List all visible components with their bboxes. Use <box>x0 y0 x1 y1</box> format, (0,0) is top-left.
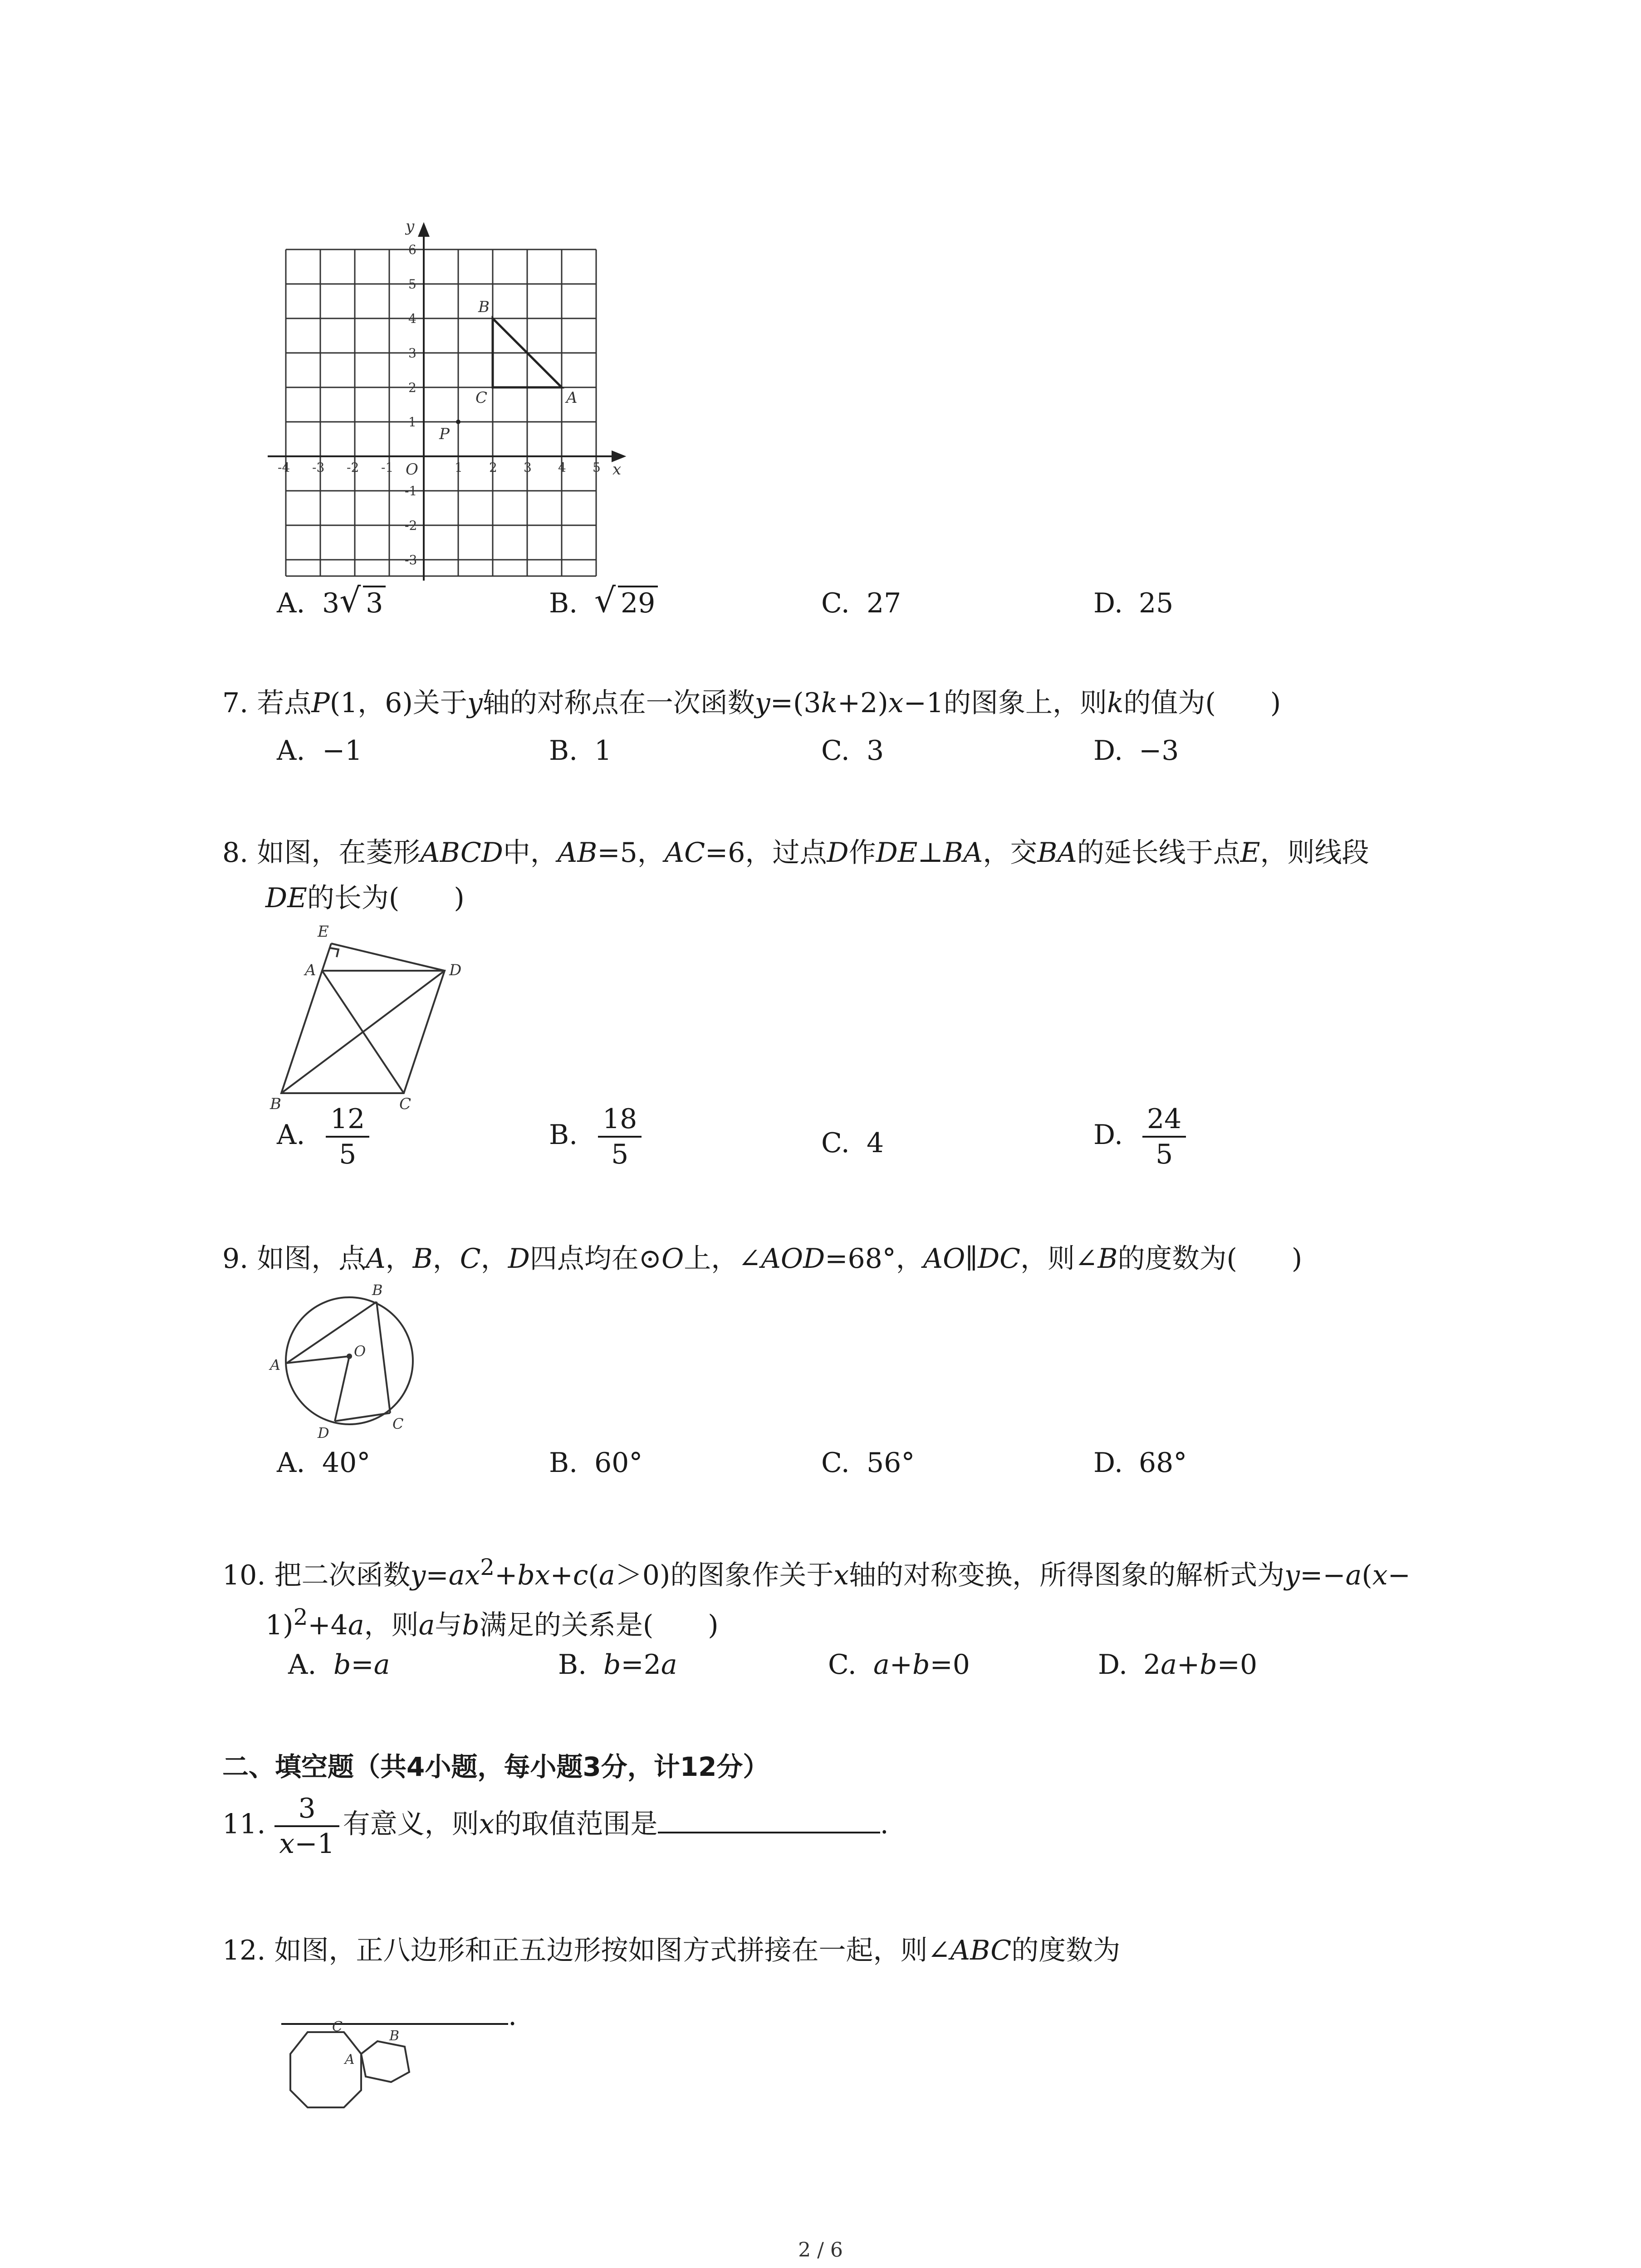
q6-option-d: D. 25 <box>1093 587 1174 619</box>
center-point <box>347 1354 352 1359</box>
q11-stem: 11. $\frac{3}{x-1}$ 有意义，则x的取值范围是 . <box>222 1793 889 1860</box>
point-p <box>456 420 460 424</box>
svg-text:4: 4 <box>558 460 566 475</box>
svg-text:A: A <box>345 2052 355 2068</box>
svg-text:B: B <box>478 298 490 316</box>
q7-option-b: B. 1 <box>549 735 612 767</box>
q8-stem-line1: 8. 如图，在菱形ABCD中，AB=5，AC=6，过点D作DE⊥BA，交BA的延长线于点E，则线段 <box>222 837 1369 869</box>
svg-text:-4: -4 <box>278 460 290 475</box>
svg-text:x: x <box>612 460 622 479</box>
svg-text:C: C <box>392 1415 404 1432</box>
svg-text:6: 6 <box>408 242 416 257</box>
svg-text:A: A <box>566 389 578 407</box>
q10-option-d: D. 2a+b=0 <box>1098 1649 1258 1681</box>
q12-octagon-pentagon-diagram <box>272 2019 426 2132</box>
q8-option-d: D. $\frac{24}{5}$ <box>1093 1102 1190 1171</box>
segment-de <box>331 943 445 971</box>
q11-answer-blank[interactable] <box>658 1804 880 1833</box>
q6-option-c: C. 27 <box>821 587 901 619</box>
svg-text:E: E <box>318 923 329 941</box>
q10-stem-line2: 1)$^2$+4a，则a与b满足的关系是( ) <box>265 1604 719 1641</box>
q6-option-b: B. √ 29 <box>549 585 658 621</box>
svg-text:2: 2 <box>408 380 416 395</box>
svg-text:-3: -3 <box>312 460 325 475</box>
svg-text:1: 1 <box>408 415 416 430</box>
y-tick-labels <box>405 242 417 567</box>
svg-text:3: 3 <box>524 460 532 475</box>
svg-text:C: C <box>332 2019 343 2035</box>
q9-option-a: A. 40° <box>277 1447 371 1479</box>
svg-text:3: 3 <box>408 346 416 361</box>
q12-stem: 12. 如图，正八边形和正五边形按如图方式拼接在一起，则∠ABC的度数为 <box>222 1935 1121 1966</box>
q9-stem: 9. 如图，点A，B，C，D四点均在⊙O上，∠AOD=68°，AO∥DC，则∠B的度数为( ) <box>222 1243 1303 1275</box>
svg-text:B: B <box>389 2028 400 2044</box>
svg-text:-3: -3 <box>405 552 417 567</box>
q8-option-b: B. $\frac{18}{5}$ <box>549 1102 645 1171</box>
svg-text:-1: -1 <box>405 484 417 499</box>
q7-option-a: A. −1 <box>277 735 362 767</box>
q10-option-b: B. b=2a <box>558 1649 677 1681</box>
q8-option-a: A. $\frac{12}{5}$ <box>277 1102 373 1171</box>
section-heading-fill-in: 二、填空题（共4小题，每小题3分，计12分） <box>222 1751 769 1782</box>
regular-octagon <box>290 2032 361 2107</box>
q9-option-d: D. 68° <box>1093 1447 1187 1479</box>
svg-text:A: A <box>305 961 316 979</box>
q7-stem: 7. 若点P(1，6)关于y轴的对称点在一次函数y=(3k+2)x−1的图象上，则k的值为( ) <box>222 687 1281 719</box>
svg-text:2: 2 <box>489 460 497 475</box>
right-angle-mark <box>330 948 338 957</box>
svg-text:C: C <box>399 1095 411 1111</box>
svg-text:4: 4 <box>408 311 416 326</box>
svg-text:y: y <box>406 217 415 235</box>
q9-option-b: B. 60° <box>549 1447 643 1479</box>
q8-stem-line2: DE的长为( ) <box>265 882 465 914</box>
q10-option-a: A. b=a <box>288 1649 390 1681</box>
segment-od <box>335 1356 349 1421</box>
svg-text:P: P <box>439 425 450 443</box>
q10-option-c: C. a+b=0 <box>828 1649 970 1681</box>
grid-lines <box>286 249 596 576</box>
q8-option-c: C. 4 <box>821 1127 884 1159</box>
q6-option-a: A. 3 √ 3 <box>277 585 386 621</box>
q7-option-d: D. −3 <box>1093 735 1179 767</box>
q9-circle-diagram <box>259 1277 431 1445</box>
svg-text:C: C <box>475 389 488 407</box>
svg-text:D: D <box>318 1424 329 1442</box>
diagonal-bd <box>281 971 445 1093</box>
svg-text:D: D <box>449 961 462 979</box>
segment-bc <box>377 1302 390 1413</box>
svg-text:B: B <box>372 1281 383 1299</box>
svg-text:5: 5 <box>408 277 416 292</box>
svg-text:O: O <box>354 1343 366 1360</box>
q12-answer-line: . <box>281 1996 517 2034</box>
q8-rhombus-diagram <box>263 916 481 1111</box>
q7-option-c: C. 3 <box>821 735 884 767</box>
x-tick-labels <box>278 460 601 475</box>
svg-text:1: 1 <box>455 460 463 475</box>
svg-text:O: O <box>406 460 418 479</box>
q9-option-c: C. 56° <box>821 1447 915 1479</box>
page-number: 2 / 6 <box>798 2239 843 2262</box>
extension-ae <box>322 943 331 971</box>
svg-text:B: B <box>270 1095 281 1111</box>
segment-dc <box>335 1413 390 1421</box>
svg-text:-1: -1 <box>381 460 394 475</box>
svg-text:-2: -2 <box>347 460 359 475</box>
regular-pentagon <box>361 2041 409 2082</box>
svg-text:5: 5 <box>593 460 601 475</box>
q6-coordinate-grid-diagram <box>254 213 644 590</box>
q10-stem-line1: 10. 把二次函数$y=ax^2+bx+c(a>0)$的图象作关于x轴的对称变换，所得图象的解析式为y=−a(x− <box>222 1554 1411 1591</box>
svg-text:-2: -2 <box>405 518 417 533</box>
svg-text:A: A <box>270 1356 281 1374</box>
